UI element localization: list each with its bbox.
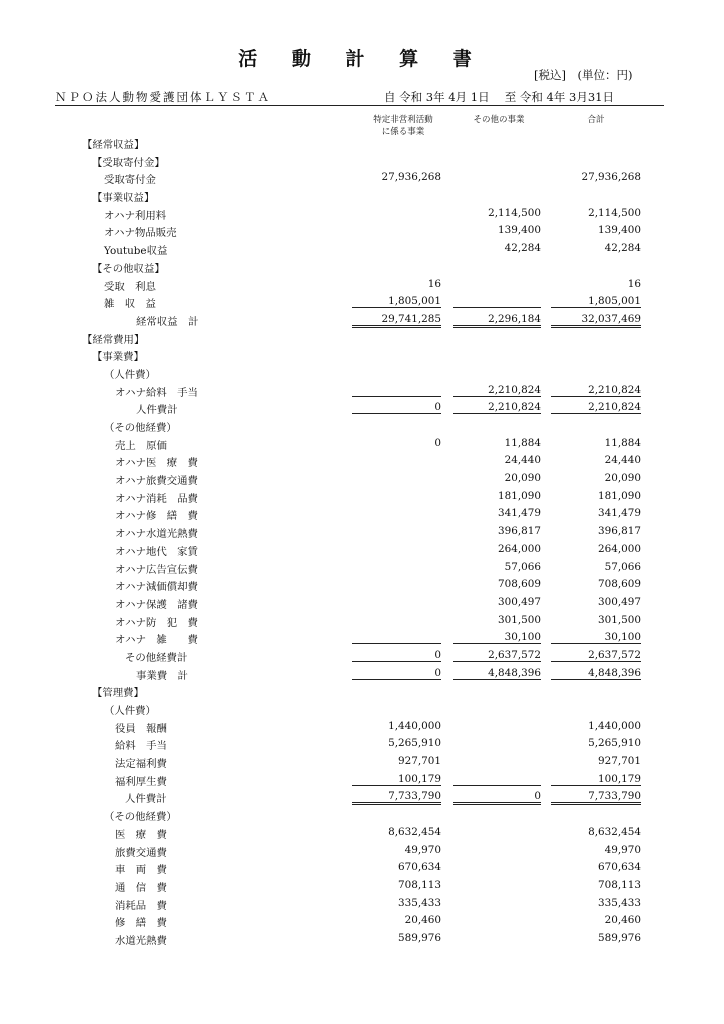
- statement-row: [0, 807, 724, 825]
- row-label: 経常収益 計: [136, 315, 199, 328]
- row-value-c3: [551, 808, 641, 820]
- row-value-c2: [453, 773, 541, 786]
- row-value-c3: 49,970: [604, 843, 641, 856]
- row-label: 受取寄付金: [104, 174, 156, 187]
- row-value-c2: [453, 278, 541, 290]
- row-label: 雑 収 益: [104, 298, 156, 311]
- row-value-c2: 708,609: [498, 578, 541, 591]
- row-label: 【管理費】: [92, 687, 144, 700]
- statement-row: [0, 347, 724, 365]
- row-value-c1: 1,440,000: [388, 719, 441, 732]
- row-value-c1: [352, 207, 441, 219]
- row-value-c2: 139,400: [498, 224, 541, 237]
- row-label: 修 繕 費: [115, 917, 167, 930]
- row-label: 【事業費】: [92, 351, 144, 364]
- row-value-c2: [453, 702, 541, 714]
- row-value-c3: 32,037,469: [551, 313, 641, 328]
- statement-row: [0, 648, 724, 666]
- statement-row: [0, 860, 724, 878]
- row-value-c1: 27,936,268: [381, 171, 441, 184]
- row-value-c3: 24,440: [604, 454, 641, 467]
- row-label: 通 信 費: [115, 881, 167, 894]
- row-value-c3: 341,479: [598, 507, 641, 520]
- row-value-c2: [453, 737, 541, 749]
- row-value-c1: [352, 525, 441, 537]
- row-label: オハナ水道光熱費: [115, 528, 198, 541]
- column-header-specified-nonprofit: 特定非営利活動 に係る事業: [373, 115, 433, 137]
- row-value-c1: 8,632,454: [388, 825, 441, 838]
- row-label: オハナ給料 手当: [115, 386, 198, 399]
- row-value-c2: [453, 932, 541, 944]
- statement-row: [0, 683, 724, 701]
- statement-row: [0, 400, 724, 418]
- row-value-c3: 1,440,000: [588, 719, 641, 732]
- statement-row: [0, 223, 724, 241]
- row-value-c1: 16: [427, 277, 441, 290]
- statement-row: [0, 843, 724, 861]
- statement-row: [0, 489, 724, 507]
- row-label: 車 両 費: [115, 864, 167, 877]
- header-rule: [55, 105, 664, 106]
- row-label: （人件費）: [104, 368, 156, 381]
- statement-row: [0, 170, 724, 188]
- row-value-c3: 11,884: [604, 436, 641, 449]
- statement-row: [0, 188, 724, 206]
- row-value-c2: [453, 348, 541, 360]
- row-value-c3: 2,210,824: [551, 401, 641, 414]
- row-value-c2: [453, 844, 541, 856]
- row-value-c1: [352, 136, 441, 148]
- row-value-c1: 7,733,790: [352, 790, 441, 805]
- row-value-c2: [453, 260, 541, 272]
- row-label: 【その他収益】: [92, 262, 165, 275]
- row-label: オハナ地代 家賃: [115, 545, 198, 558]
- row-label: オハナ利用料: [104, 209, 167, 222]
- row-value-c2: 2,210,824: [453, 401, 541, 414]
- statement-row: [0, 772, 724, 790]
- row-value-c3: 4,848,396: [551, 667, 641, 680]
- row-value-c1: [352, 808, 441, 820]
- row-label: オハナ 雑 費: [115, 634, 198, 647]
- row-value-c2: 264,000: [498, 542, 541, 555]
- row-value-c2: 24,440: [504, 454, 541, 467]
- statement-row: [0, 577, 724, 595]
- row-value-c3: 2,210,824: [551, 384, 641, 397]
- statement-row: [0, 135, 724, 153]
- statement-row: [0, 719, 724, 737]
- row-value-c2: [453, 861, 541, 873]
- row-value-c1: [352, 684, 441, 696]
- row-label: オハナ保護 諸費: [115, 598, 198, 611]
- row-label: オハナ減価償却費: [115, 581, 198, 594]
- statement-row: [0, 277, 724, 295]
- row-value-c1: 49,970: [404, 843, 441, 856]
- statement-row: [0, 595, 724, 613]
- row-value-c3: 20,460: [604, 914, 641, 927]
- row-label: 福利厚生費: [115, 775, 167, 788]
- statement-row: [0, 666, 724, 684]
- row-label: オハナ物品販売: [104, 227, 177, 240]
- row-value-c1: 5,265,910: [388, 737, 441, 750]
- row-label: 人件費計: [125, 793, 167, 806]
- statement-row: [0, 789, 724, 807]
- row-value-c3: [551, 419, 641, 431]
- row-label: 医 療 費: [115, 828, 167, 841]
- row-label: 水道光熱費: [115, 934, 167, 947]
- statement-row: [0, 630, 724, 648]
- statement-row: [0, 878, 724, 896]
- row-value-c3: [551, 366, 641, 378]
- row-value-c2: [453, 154, 541, 166]
- row-value-c2: 11,884: [504, 436, 541, 449]
- row-value-c3: [551, 684, 641, 696]
- row-value-c3: [551, 260, 641, 272]
- statement-row: [0, 825, 724, 843]
- row-value-c1: [352, 507, 441, 519]
- statement-row: [0, 206, 724, 224]
- statement-row: [0, 542, 724, 560]
- row-value-c2: [453, 366, 541, 378]
- row-value-c3: 2,637,572: [551, 649, 641, 662]
- statement-row: [0, 259, 724, 277]
- row-label: Youtube収益: [104, 245, 168, 258]
- statement-table: [0, 135, 724, 949]
- row-value-c1: 335,433: [398, 896, 441, 909]
- row-label: 【経常費用】: [82, 333, 145, 346]
- row-value-c3: 100,179: [551, 773, 641, 786]
- row-value-c1: 0: [352, 649, 441, 662]
- row-value-c2: [453, 136, 541, 148]
- row-value-c1: [352, 543, 441, 555]
- statement-row: [0, 931, 724, 949]
- row-value-c2: 2,296,184: [453, 313, 541, 328]
- statement-row: [0, 613, 724, 631]
- row-value-c3: [551, 702, 641, 714]
- row-value-c1: [352, 596, 441, 608]
- row-label: 消耗品 費: [115, 899, 167, 912]
- row-value-c1: [352, 224, 441, 236]
- row-label: 売上 原価: [115, 439, 167, 452]
- row-label: 旅費交通費: [115, 846, 167, 859]
- statement-row: [0, 365, 724, 383]
- row-value-c3: 20,090: [604, 472, 641, 485]
- row-label: 法定福利費: [115, 758, 167, 771]
- statement-row: [0, 330, 724, 348]
- row-value-c2: 57,066: [504, 560, 541, 573]
- row-value-c1: 708,113: [398, 878, 441, 891]
- statement-row: [0, 560, 724, 578]
- row-value-c3: 670,634: [598, 861, 641, 874]
- row-value-c1: 670,634: [398, 861, 441, 874]
- row-value-c3: 396,817: [598, 525, 641, 538]
- row-value-c2: 2,114,500: [488, 206, 541, 219]
- row-value-c2: 4,848,396: [453, 667, 541, 680]
- row-value-c1: [352, 189, 441, 201]
- statement-row: [0, 312, 724, 330]
- row-value-c3: [551, 189, 641, 201]
- row-label: オハナ防 犯 費: [115, 616, 198, 629]
- row-label: オハナ消耗 品費: [115, 492, 198, 505]
- row-value-c1: [352, 454, 441, 466]
- row-value-c2: 42,284: [504, 242, 541, 255]
- row-value-c2: [453, 189, 541, 201]
- row-value-c2: [453, 720, 541, 732]
- row-value-c3: [551, 136, 641, 148]
- organization-name: ＮＰＯ法人動物愛護団体ＬＹＳＴＡ: [55, 90, 271, 104]
- statement-row: [0, 754, 724, 772]
- row-value-c1: [352, 419, 441, 431]
- row-label: オハナ広告宣伝費: [115, 563, 198, 576]
- row-value-c3: 139,400: [598, 224, 641, 237]
- row-value-c3: 335,433: [598, 896, 641, 909]
- row-value-c3: [551, 154, 641, 166]
- document-title: 活 動 計 算 書: [238, 48, 486, 70]
- row-label: オハナ医 療 費: [115, 457, 198, 470]
- statement-row: [0, 418, 724, 436]
- row-label: 受取 利息: [104, 280, 156, 293]
- row-label: 事業費 計: [136, 669, 188, 682]
- row-value-c2: 2,637,572: [453, 649, 541, 662]
- fiscal-period: 自 令和 3年 4月 1日 至 令和 4年 3月31日: [384, 90, 614, 104]
- statement-row: [0, 913, 724, 931]
- row-value-c1: [352, 631, 441, 644]
- column-header-total: 合計: [587, 115, 605, 125]
- row-value-c1: 1,805,001: [352, 295, 441, 308]
- row-label: （その他経費）: [104, 422, 177, 434]
- statement-row: [0, 506, 724, 524]
- statement-row: [0, 471, 724, 489]
- statement-row: [0, 383, 724, 401]
- row-value-c2: 20,090: [504, 472, 541, 485]
- statement-row: [0, 453, 724, 471]
- row-value-c2: 181,090: [498, 489, 541, 502]
- row-value-c1: [352, 702, 441, 714]
- row-value-c2: [453, 755, 541, 767]
- row-value-c2: 0: [453, 790, 541, 805]
- row-value-c3: 301,500: [598, 613, 641, 626]
- column-header-other-business: その他の事業: [473, 115, 525, 125]
- row-value-c3: 7,733,790: [551, 790, 641, 805]
- row-value-c1: [352, 242, 441, 254]
- row-value-c2: [453, 331, 541, 343]
- statement-row: [0, 241, 724, 259]
- row-value-c1: 20,460: [404, 914, 441, 927]
- row-value-c2: 301,500: [498, 613, 541, 626]
- row-value-c3: [551, 348, 641, 360]
- statement-row: [0, 153, 724, 171]
- row-value-c1: [352, 348, 441, 360]
- row-value-c1: [352, 490, 441, 502]
- row-value-c1: [352, 472, 441, 484]
- statement-row: [0, 736, 724, 754]
- unit-note: [税込] (単位：円): [534, 68, 633, 82]
- row-value-c1: 0: [434, 436, 441, 449]
- row-value-c3: 181,090: [598, 489, 641, 502]
- row-value-c3: 16: [627, 277, 641, 290]
- row-value-c1: [352, 331, 441, 343]
- row-label: その他経費計: [125, 651, 188, 664]
- row-value-c1: 0: [352, 667, 441, 680]
- row-label: 給料 手当: [115, 740, 167, 753]
- row-value-c2: [453, 879, 541, 891]
- statement-row: [0, 436, 724, 454]
- row-value-c3: [551, 331, 641, 343]
- row-label: 【経常収益】: [82, 139, 145, 151]
- row-value-c3: 2,114,500: [588, 206, 641, 219]
- row-value-c1: [352, 260, 441, 272]
- row-label: （その他経費）: [104, 811, 177, 824]
- row-value-c3: 589,976: [598, 931, 641, 944]
- row-value-c2: [453, 171, 541, 183]
- row-value-c2: 2,210,824: [453, 384, 541, 397]
- row-value-c2: [453, 826, 541, 838]
- row-value-c1: [352, 154, 441, 166]
- row-value-c1: [352, 578, 441, 590]
- row-value-c2: [453, 914, 541, 926]
- row-value-c2: 396,817: [498, 525, 541, 538]
- row-label: オハナ修 繕 費: [115, 510, 198, 523]
- row-value-c3: 708,609: [598, 578, 641, 591]
- row-value-c3: 5,265,910: [588, 737, 641, 750]
- row-label: 【事業収益】: [92, 192, 155, 205]
- row-value-c3: 27,936,268: [581, 171, 641, 184]
- row-value-c2: [453, 808, 541, 820]
- row-label: 役員 報酬: [115, 722, 167, 735]
- row-value-c2: [453, 684, 541, 696]
- row-value-c1: [352, 561, 441, 573]
- row-value-c3: 264,000: [598, 542, 641, 555]
- row-value-c1: 589,976: [398, 931, 441, 944]
- row-label: 【受取寄付金】: [92, 156, 165, 169]
- row-label: 人件費計: [136, 404, 178, 417]
- row-value-c2: [453, 419, 541, 431]
- statement-row: [0, 896, 724, 914]
- row-value-c1: 927,701: [398, 755, 441, 768]
- row-label: （人件費）: [104, 705, 156, 717]
- row-value-c1: 29,741,285: [352, 313, 441, 328]
- row-value-c1: 100,179: [352, 773, 441, 786]
- statement-row: [0, 701, 724, 719]
- statement-row: [0, 524, 724, 542]
- row-value-c3: 30,100: [551, 631, 641, 644]
- row-value-c2: 341,479: [498, 507, 541, 520]
- row-value-c3: 300,497: [598, 595, 641, 608]
- row-value-c2: [453, 897, 541, 909]
- row-value-c2: [453, 295, 541, 308]
- row-value-c3: 57,066: [604, 560, 641, 573]
- row-value-c3: 927,701: [598, 755, 641, 768]
- statement-row: [0, 294, 724, 312]
- row-value-c3: 1,805,001: [551, 295, 641, 308]
- row-value-c1: [352, 366, 441, 378]
- row-value-c3: 708,113: [598, 878, 641, 891]
- row-value-c3: 8,632,454: [588, 825, 641, 838]
- row-value-c2: 300,497: [498, 595, 541, 608]
- row-value-c1: [352, 384, 441, 397]
- row-value-c2: 30,100: [453, 631, 541, 644]
- row-label: オハナ旅費交通費: [115, 475, 198, 488]
- row-value-c3: 42,284: [604, 242, 641, 255]
- row-value-c1: 0: [352, 401, 441, 414]
- row-value-c1: [352, 614, 441, 626]
